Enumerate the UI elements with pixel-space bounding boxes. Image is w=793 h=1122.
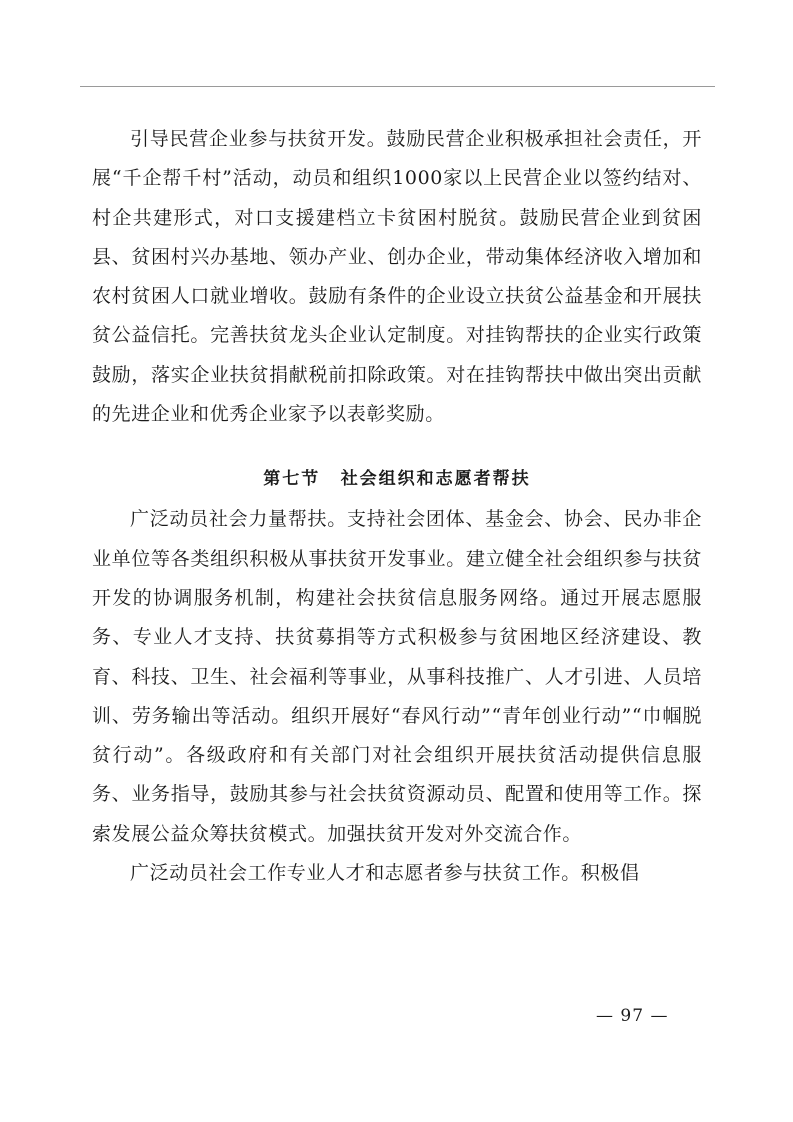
document-body (92, 120, 702, 893)
paragraph-private-enterprises: 引导民营企业参与扶贫开发。鼓励民营企业积极承担社会责任，开展“千企帮千村”活动，动员和组织1000家以上民营企业以签约结对、村企共建形式，对口支援建档立卡贫困村脱贫。鼓励民营企业到贫困县、贫困村兴办基地、领办产业、创办企业，带动集体经济收入增加和农村贫困人口就业增收。鼓励有条件的企业设立扶贫公益基金和开展扶贫公益信托。完善扶贫龙头企业认定制度。对挂钩帮扶的企业实行政策鼓励，落实企业扶贫捐献税前扣除政策。对在挂钩帮扶中做出突出贡献的先进企业和优秀企业家予以表彰奖励。 (92, 128, 702, 426)
section-heading (92, 464, 702, 494)
paragraph-volunteers: 广泛动员社会工作专业人才和志愿者参与扶贫工作。积极倡 (130, 862, 640, 885)
page-number: — 97 — (596, 1006, 669, 1026)
header-rule (80, 86, 715, 87)
paragraph-social-forces: 广泛动员社会力量帮扶。支持社会团体、基金会、协会、民办非企业单位等各类组织积极从事扶贫开发事业。建立健全社会组织参与扶贫开发的协调服务机制，构建社会扶贫信息服务网络。通过开展志愿服务、专业人才支持、扶贫募捐等方式积极参与贫困地区经济建设、教育、科技、卫生、社会福利等事业，从事科技推广、人才引进、人员培训、劳务输出等活动。组织开展好“春风行动”“青年创业行动”“巾帼脱贫行动”。各级政府和有关部门对社会组织开展扶贫活动提供信息服务、业务指导，鼓励其参与社会扶贫资源动员、配置和使用等工作。探索发展公益众筹扶贫模式。加强扶贫开发对外交流合作。 (92, 508, 702, 845)
section-title: 社会组织和志愿者帮扶 (340, 469, 531, 490)
section-number: 第七节 (263, 469, 321, 490)
